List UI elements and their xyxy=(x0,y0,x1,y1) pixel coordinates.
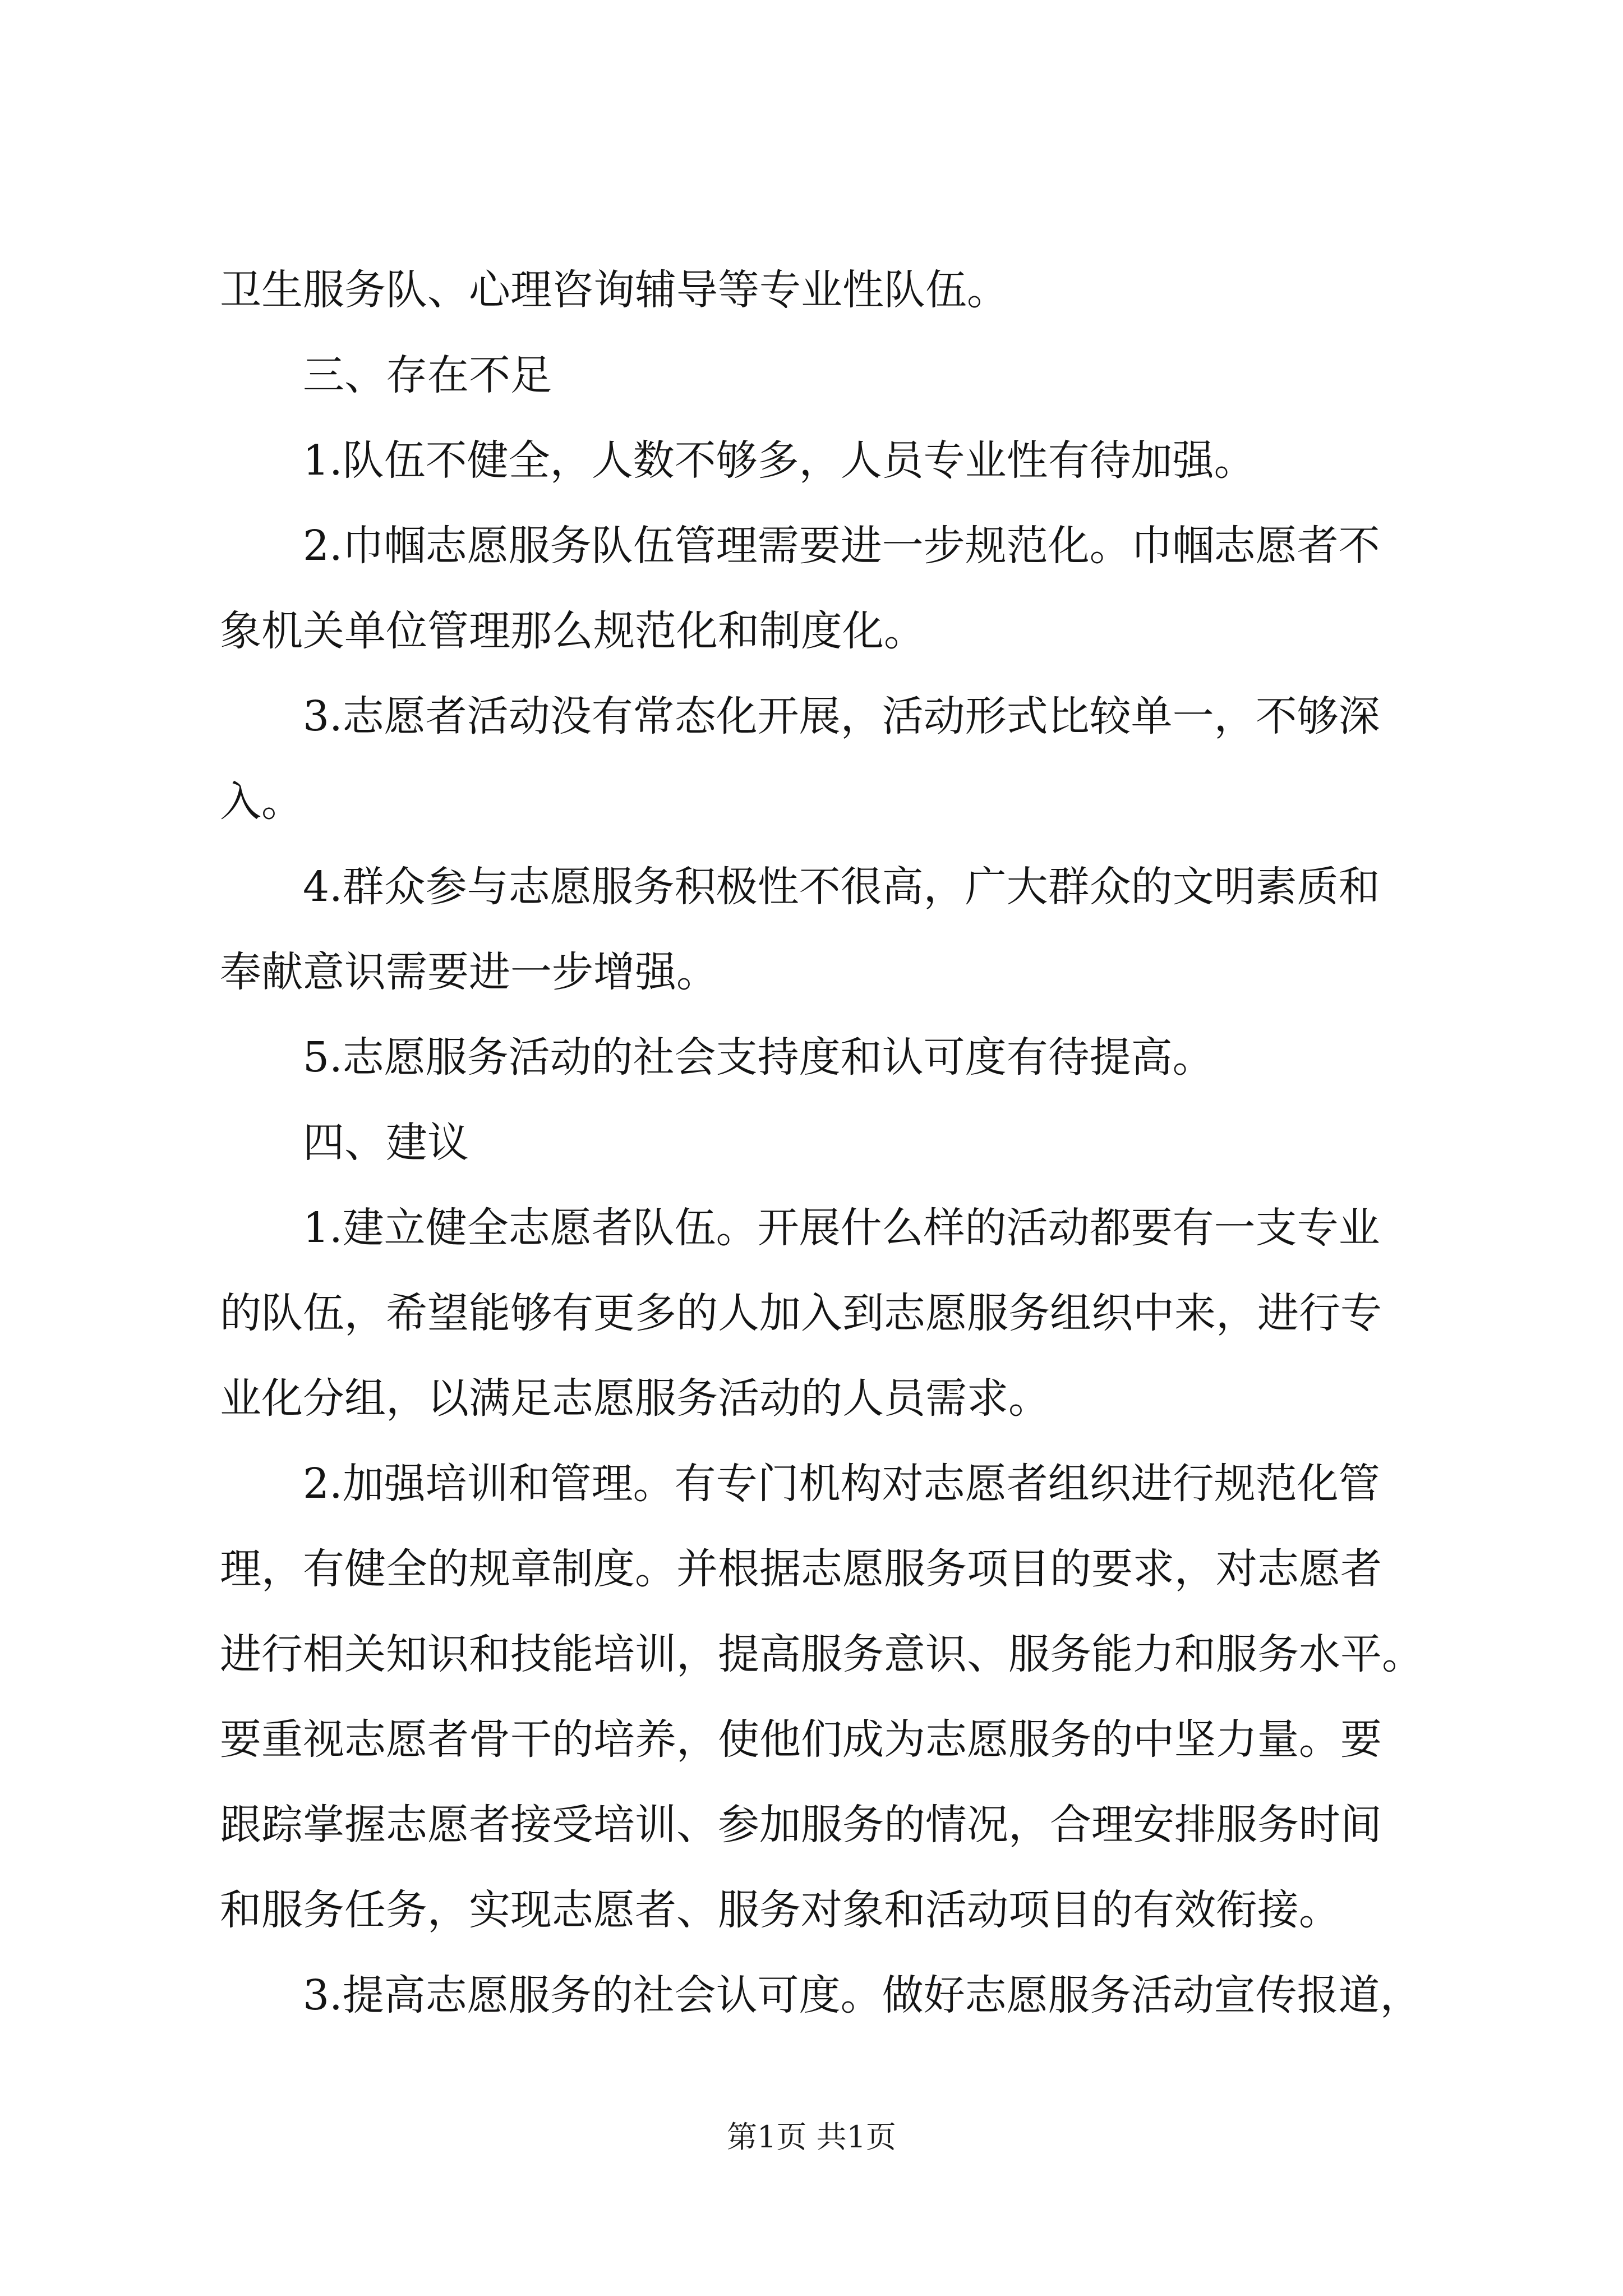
text-line: 和服务任务，实现志愿者、服务对象和活动项目的有效衔接。 xyxy=(220,1886,1340,1934)
text-line: 1.队伍不健全，人数不够多，人员专业性有待加强。 xyxy=(303,436,1256,485)
text-line: 入。 xyxy=(220,777,303,826)
text-line: 2.加强培训和管理。有专门机构对志愿者组织进行规范化管 xyxy=(303,1460,1380,1508)
section-heading: 四、建议 xyxy=(303,1119,469,1167)
text-line: 3.志愿者活动没有常态化开展，活动形式比较单一，不够深 xyxy=(303,692,1380,740)
section-heading: 三、存在不足 xyxy=(303,351,552,399)
text-line: 跟踪掌握志愿者接受培训、参加服务的情况，合理安排服务时间 xyxy=(220,1801,1382,1849)
text-line: 理，有健全的规章制度。并根据志愿服务项目的要求，对志愿者 xyxy=(220,1545,1382,1593)
text-line: 奉献意识需要进一步增强。 xyxy=(220,948,718,996)
text-line: 进行相关知识和技能培训，提高服务意识、服务能力和服务水平。 xyxy=(220,1630,1423,1678)
text-line: 要重视志愿者骨干的培养，使他们成为志愿服务的中坚力量。要 xyxy=(220,1715,1382,1764)
text-line: 5.志愿服务活动的社会支持度和认可度有待提高。 xyxy=(303,1033,1214,1082)
page-footer: 第1页 共1页 xyxy=(727,2119,896,2155)
text-line: 的队伍，希望能够有更多的人加入到志愿服务组织中来，进行专 xyxy=(220,1289,1382,1337)
text-line: 4.群众参与志愿服务积极性不很高，广大群众的文明素质和 xyxy=(303,863,1380,911)
text-line: 业化分组，以满足志愿服务活动的人员需求。 xyxy=(220,1374,1050,1423)
text-line: 3.提高志愿服务的社会认可度。做好志愿服务活动宣传报道， xyxy=(303,1971,1422,2019)
text-line: 1.建立健全志愿者队伍。开展什么样的活动都要有一支专业 xyxy=(303,1204,1380,1252)
text-line: 卫生服务队、心理咨询辅导等专业性队伍。 xyxy=(220,266,1008,314)
text-line: 象机关单位管理那么规范化和制度化。 xyxy=(220,607,925,655)
text-line: 2.巾帼志愿服务队伍管理需要进一步规范化。巾帼志愿者不 xyxy=(303,522,1380,570)
